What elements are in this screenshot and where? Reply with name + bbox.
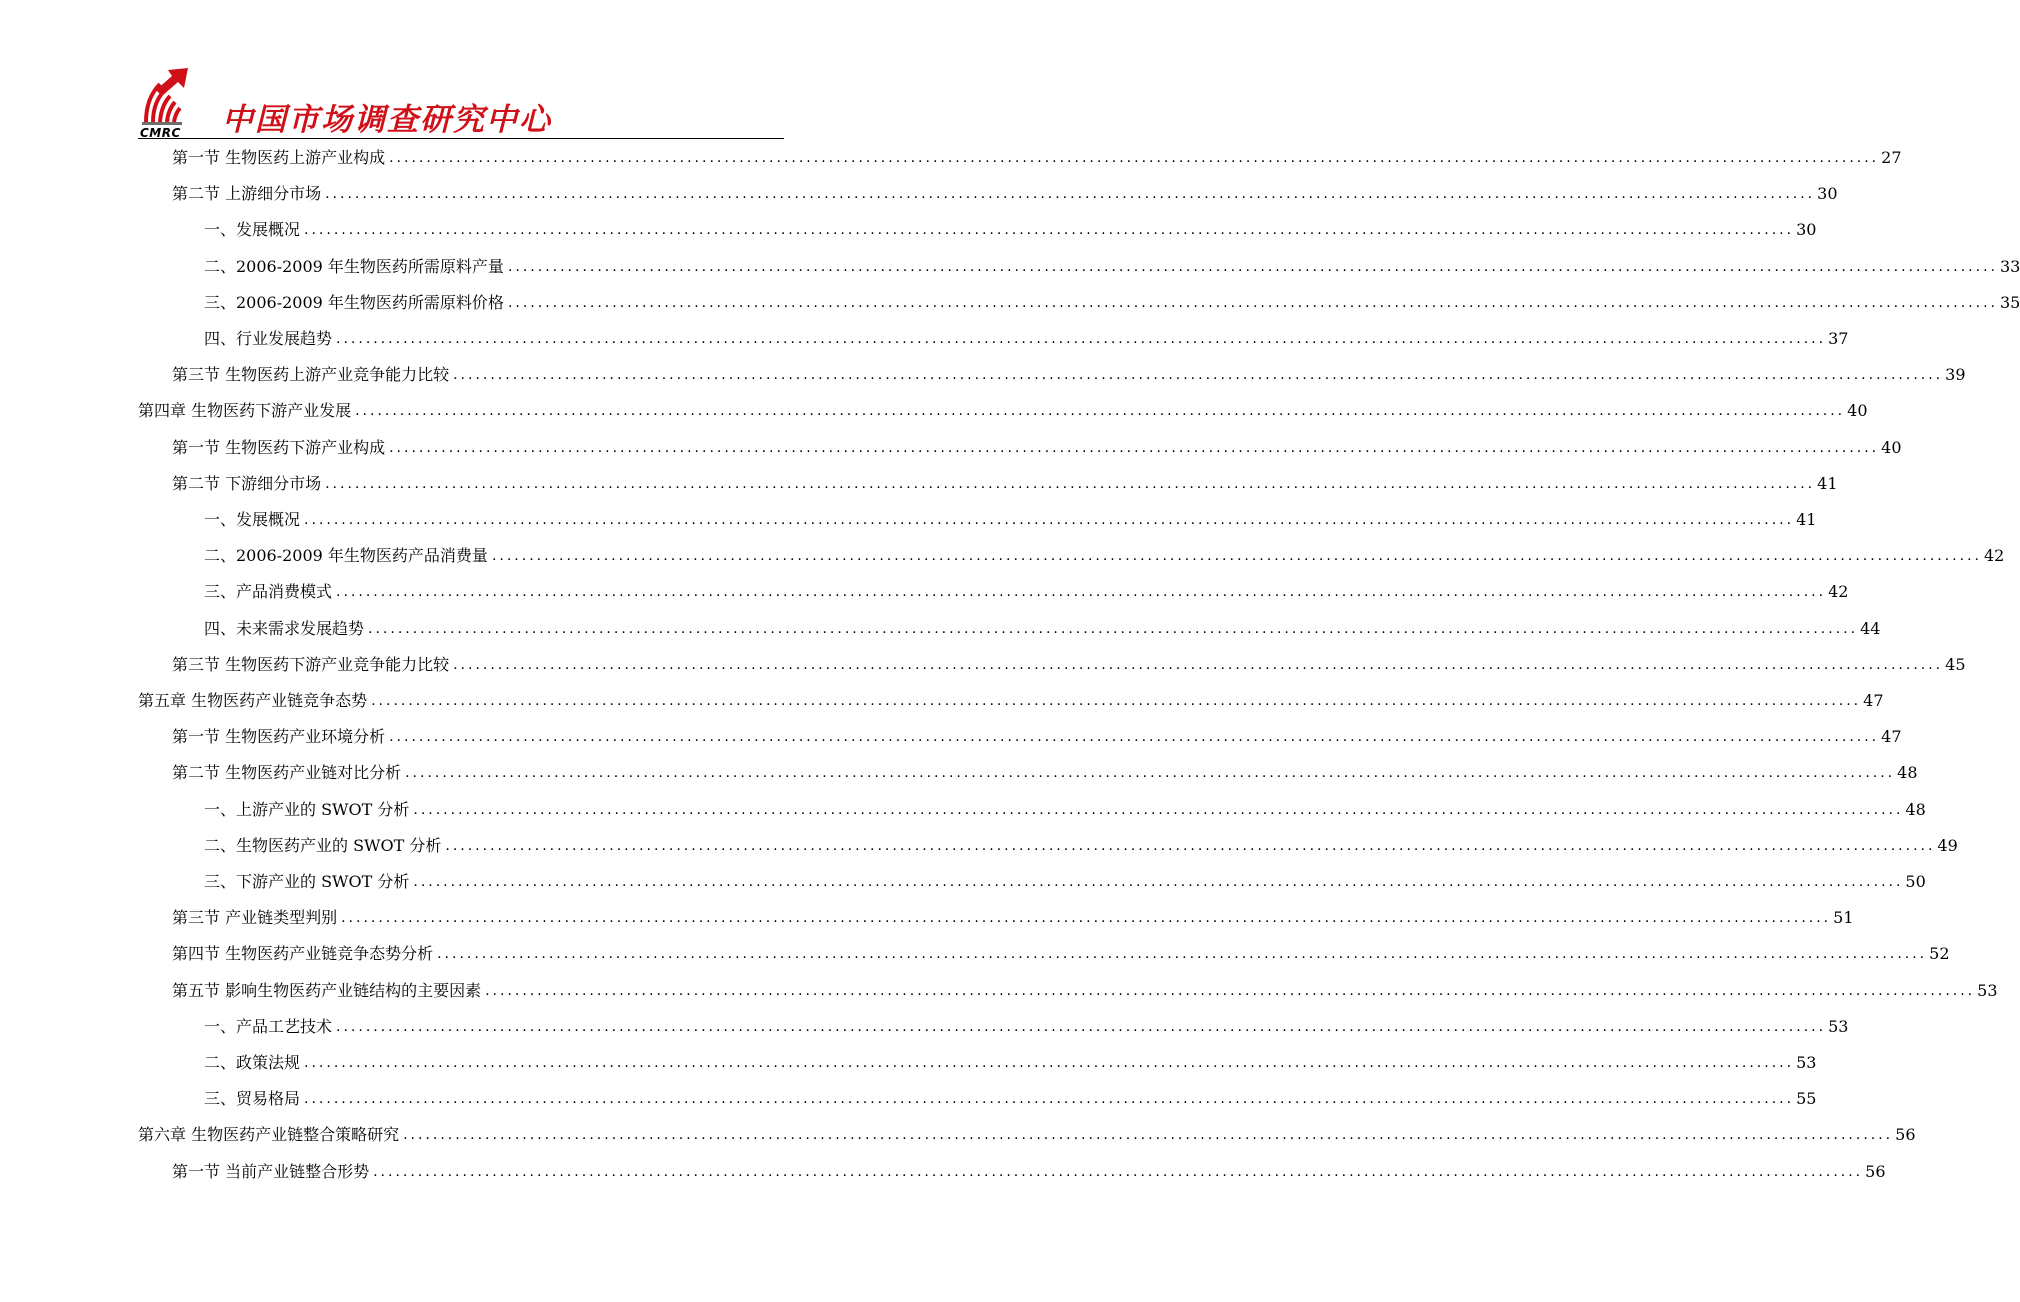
toc-dot-leader: ........................................................................................................................................................................................................	[389, 150, 1880, 166]
toc-entry-page-number: 30	[1796, 220, 1817, 240]
toc-entry-page-number: 55	[1796, 1089, 1817, 1109]
toc-entry-title: 第一节 生物医药产业环境分析	[172, 727, 386, 747]
toc-entry-page-number: 40	[1881, 437, 1902, 457]
toc-entry[interactable]	[204, 1009, 1849, 1045]
page-header	[138, 60, 784, 140]
logo-arc-icon	[138, 64, 202, 128]
toc-dot-leader: ........................................................................................................................................................................................................	[413, 801, 1904, 818]
toc-dot-leader: ........................................................................................................................................................................................................	[373, 1163, 1864, 1180]
toc-dot-leader: ........................................................................................................................................................................................................	[336, 584, 1827, 601]
toc-dot-leader: ........................................................................................................................................................................................................	[413, 874, 1904, 890]
toc-dot-leader: ........................................................................................................................................................................................................	[325, 475, 1816, 492]
toc-entry-page-number: 27	[1881, 148, 1902, 167]
toc-entry-page-number: 56	[1895, 1125, 1916, 1145]
toc-entry-page-number: 48	[1897, 763, 1918, 783]
toc-entry-title: 一、发展概况	[204, 220, 301, 240]
toc-dot-leader: ........................................................................................................................................................................................................	[304, 512, 1795, 528]
toc-entry-title: 二、2006-2009 年生物医药产品消费量	[204, 546, 488, 566]
toc-entry[interactable]	[138, 1117, 1916, 1153]
toc-dot-leader: ........................................................................................................................................................................................................	[491, 548, 1982, 565]
organization-name: 中国市场调查研究中心	[222, 102, 552, 138]
toc-entry-page-number: 44	[1860, 618, 1881, 638]
toc-entry[interactable]	[172, 140, 1902, 176]
toc-entry-title: 二、2006-2009 年生物医药所需原料产量	[204, 256, 504, 276]
toc-entry[interactable]	[172, 466, 1838, 502]
toc-dot-leader: ........................................................................................................................................................................................................	[336, 1018, 1827, 1035]
toc-dot-leader: ........................................................................................................................................................................................................	[405, 765, 1896, 782]
toc-dot-leader: ........................................................................................................................................................................................................	[304, 1091, 1795, 1108]
toc-entry-title: 第一节 当前产业链整合形势	[172, 1161, 370, 1181]
toc-entry-page-number: 39	[1945, 365, 1966, 385]
toc-entry-page-number: 52	[1929, 944, 1950, 964]
toc-entry[interactable]	[172, 936, 1950, 972]
toc-entry[interactable]	[172, 357, 1966, 393]
toc-entry-title: 二、政策法规	[204, 1053, 301, 1072]
toc-entry-title: 第二节 生物医药产业链对比分析	[172, 763, 402, 783]
toc-entry-title: 三、产品消费模式	[204, 582, 333, 602]
toc-entry-page-number: 51	[1833, 908, 1854, 928]
toc-entry-page-number: 47	[1863, 691, 1884, 710]
toc-entry-page-number: 35	[1999, 292, 2020, 312]
logo-text: CMRC	[140, 126, 181, 140]
toc-entry-title: 第一节 生物医药上游产业构成	[172, 148, 386, 167]
toc-entry[interactable]	[172, 647, 1966, 683]
toc-dot-leader: ........................................................................................................................................................................................................	[371, 693, 1862, 709]
toc-entry[interactable]	[204, 321, 1849, 357]
toc-entry-page-number: 50	[1905, 872, 1926, 891]
toc-entry-page-number: 53	[1977, 980, 1998, 1000]
toc-entry[interactable]	[204, 212, 1817, 248]
toc-entry-title: 三、下游产业的 SWOT 分析	[204, 872, 410, 891]
toc-entry[interactable]	[138, 393, 1868, 429]
toc-entry[interactable]	[204, 611, 1881, 647]
toc-dot-leader: ........................................................................................................................................................................................................	[304, 222, 1795, 239]
toc-entry-page-number: 53	[1796, 1053, 1817, 1072]
toc-entry-title: 第五章 生物医药产业链竞争态势	[138, 691, 368, 710]
toc-entry[interactable]	[172, 430, 1902, 466]
toc-entry-page-number: 30	[1817, 184, 1838, 204]
toc-dot-leader: ........................................................................................................................................................................................................	[336, 331, 1827, 347]
toc-entry-title: 三、贸易格局	[204, 1089, 301, 1109]
toc-entry-title: 第二节 下游细分市场	[172, 473, 322, 493]
header-divider	[138, 138, 784, 139]
toc-entry-title: 第三节 生物医药下游产业竞争能力比较	[172, 654, 450, 674]
toc-entry-page-number: 47	[1881, 727, 1902, 747]
toc-entry[interactable]	[204, 828, 1958, 864]
toc-dot-leader: ........................................................................................................................................................................................................	[355, 403, 1846, 420]
toc-entry[interactable]	[172, 973, 1998, 1009]
toc-dot-leader: ........................................................................................................................................................................................................	[341, 910, 1832, 927]
toc-entry-page-number: 42	[1828, 582, 1849, 602]
toc-entry[interactable]	[204, 1045, 1817, 1081]
toc-dot-leader: ........................................................................................................................................................................................................	[389, 729, 1880, 746]
toc-entry-title: 第四章 生物医药下游产业发展	[138, 401, 352, 421]
toc-entry[interactable]	[204, 574, 1849, 610]
toc-entry-page-number: 33	[1999, 256, 2020, 276]
toc-dot-leader: ........................................................................................................................................................................................................	[368, 620, 1859, 637]
toc-entry[interactable]	[172, 900, 1854, 936]
toc-entry-title: 第二节 上游细分市场	[172, 184, 322, 204]
toc-entry-page-number: 37	[1828, 329, 1849, 348]
toc-entry-title: 第三节 生物医药上游产业竞争能力比较	[172, 365, 450, 385]
toc-entry[interactable]	[204, 249, 2020, 285]
toc-dot-leader: ........................................................................................................................................................................................................	[485, 982, 1976, 999]
toc-entry-page-number: 45	[1945, 654, 1966, 674]
toc-entry-title: 一、上游产业的 SWOT 分析	[204, 799, 410, 819]
toc-entry[interactable]	[204, 502, 1817, 538]
toc-entry-page-number: 42	[1983, 546, 2005, 566]
toc-entry-title: 四、行业发展趋势	[204, 329, 333, 348]
toc-dot-leader: ........................................................................................................................................................................................................	[453, 367, 1944, 384]
toc-entry-page-number: 40	[1847, 401, 1868, 421]
cmrc-logo	[138, 64, 202, 138]
toc-entry[interactable]	[138, 683, 1884, 719]
toc-entry-page-number: 53	[1828, 1016, 1849, 1036]
toc-entry-title: 第三节 产业链类型判别	[172, 908, 338, 928]
toc-dot-leader: ........................................................................................................................................................................................................	[507, 294, 1998, 311]
toc-entry-page-number: 49	[1937, 835, 1958, 855]
toc-entry[interactable]	[172, 1154, 1886, 1190]
toc-dot-leader: ........................................................................................................................................................................................................	[445, 837, 1936, 854]
toc-dot-leader: ........................................................................................................................................................................................................	[325, 186, 1816, 203]
toc-entry-title: 第四节 生物医药产业链竞争态势分析	[172, 944, 434, 964]
toc-entry-title: 第五节 影响生物医药产业链结构的主要因素	[172, 980, 482, 1000]
toc-entry[interactable]	[204, 792, 1926, 828]
toc-entry-page-number: 56	[1865, 1161, 1886, 1181]
toc-entry-title: 三、2006-2009 年生物医药所需原料价格	[204, 292, 504, 312]
toc-dot-leader: ........................................................................................................................................................................................................	[403, 1127, 1894, 1144]
toc-entry[interactable]	[204, 538, 2005, 574]
toc-entry[interactable]	[204, 1081, 1817, 1117]
toc-dot-leader: ........................................................................................................................................................................................................	[507, 258, 1998, 275]
toc-entry-title: 四、未来需求发展趋势	[204, 618, 365, 638]
toc-entry-page-number: 41	[1817, 473, 1838, 493]
toc-entry[interactable]	[204, 864, 1926, 900]
toc-entry[interactable]	[172, 176, 1838, 212]
toc-dot-leader: ........................................................................................................................................................................................................	[437, 946, 1928, 963]
toc-dot-leader: ........................................................................................................................................................................................................	[453, 656, 1944, 673]
toc-entry[interactable]	[172, 719, 1902, 755]
toc-entry-title: 第六章 生物医药产业链整合策略研究	[138, 1125, 400, 1145]
toc-entry-title: 一、发展概况	[204, 510, 301, 529]
toc-entry-title: 一、产品工艺技术	[204, 1016, 333, 1036]
toc-dot-leader: ........................................................................................................................................................................................................	[304, 1055, 1795, 1071]
toc-entry-title: 第一节 生物医药下游产业构成	[172, 437, 386, 457]
toc-dot-leader: ........................................................................................................................................................................................................	[389, 439, 1880, 456]
toc-entry[interactable]	[172, 755, 1918, 791]
toc-entry[interactable]	[204, 285, 2020, 321]
toc-entry-page-number: 48	[1905, 799, 1926, 819]
toc-entry-page-number: 41	[1796, 510, 1817, 529]
toc-entry-title: 二、生物医药产业的 SWOT 分析	[204, 835, 442, 855]
